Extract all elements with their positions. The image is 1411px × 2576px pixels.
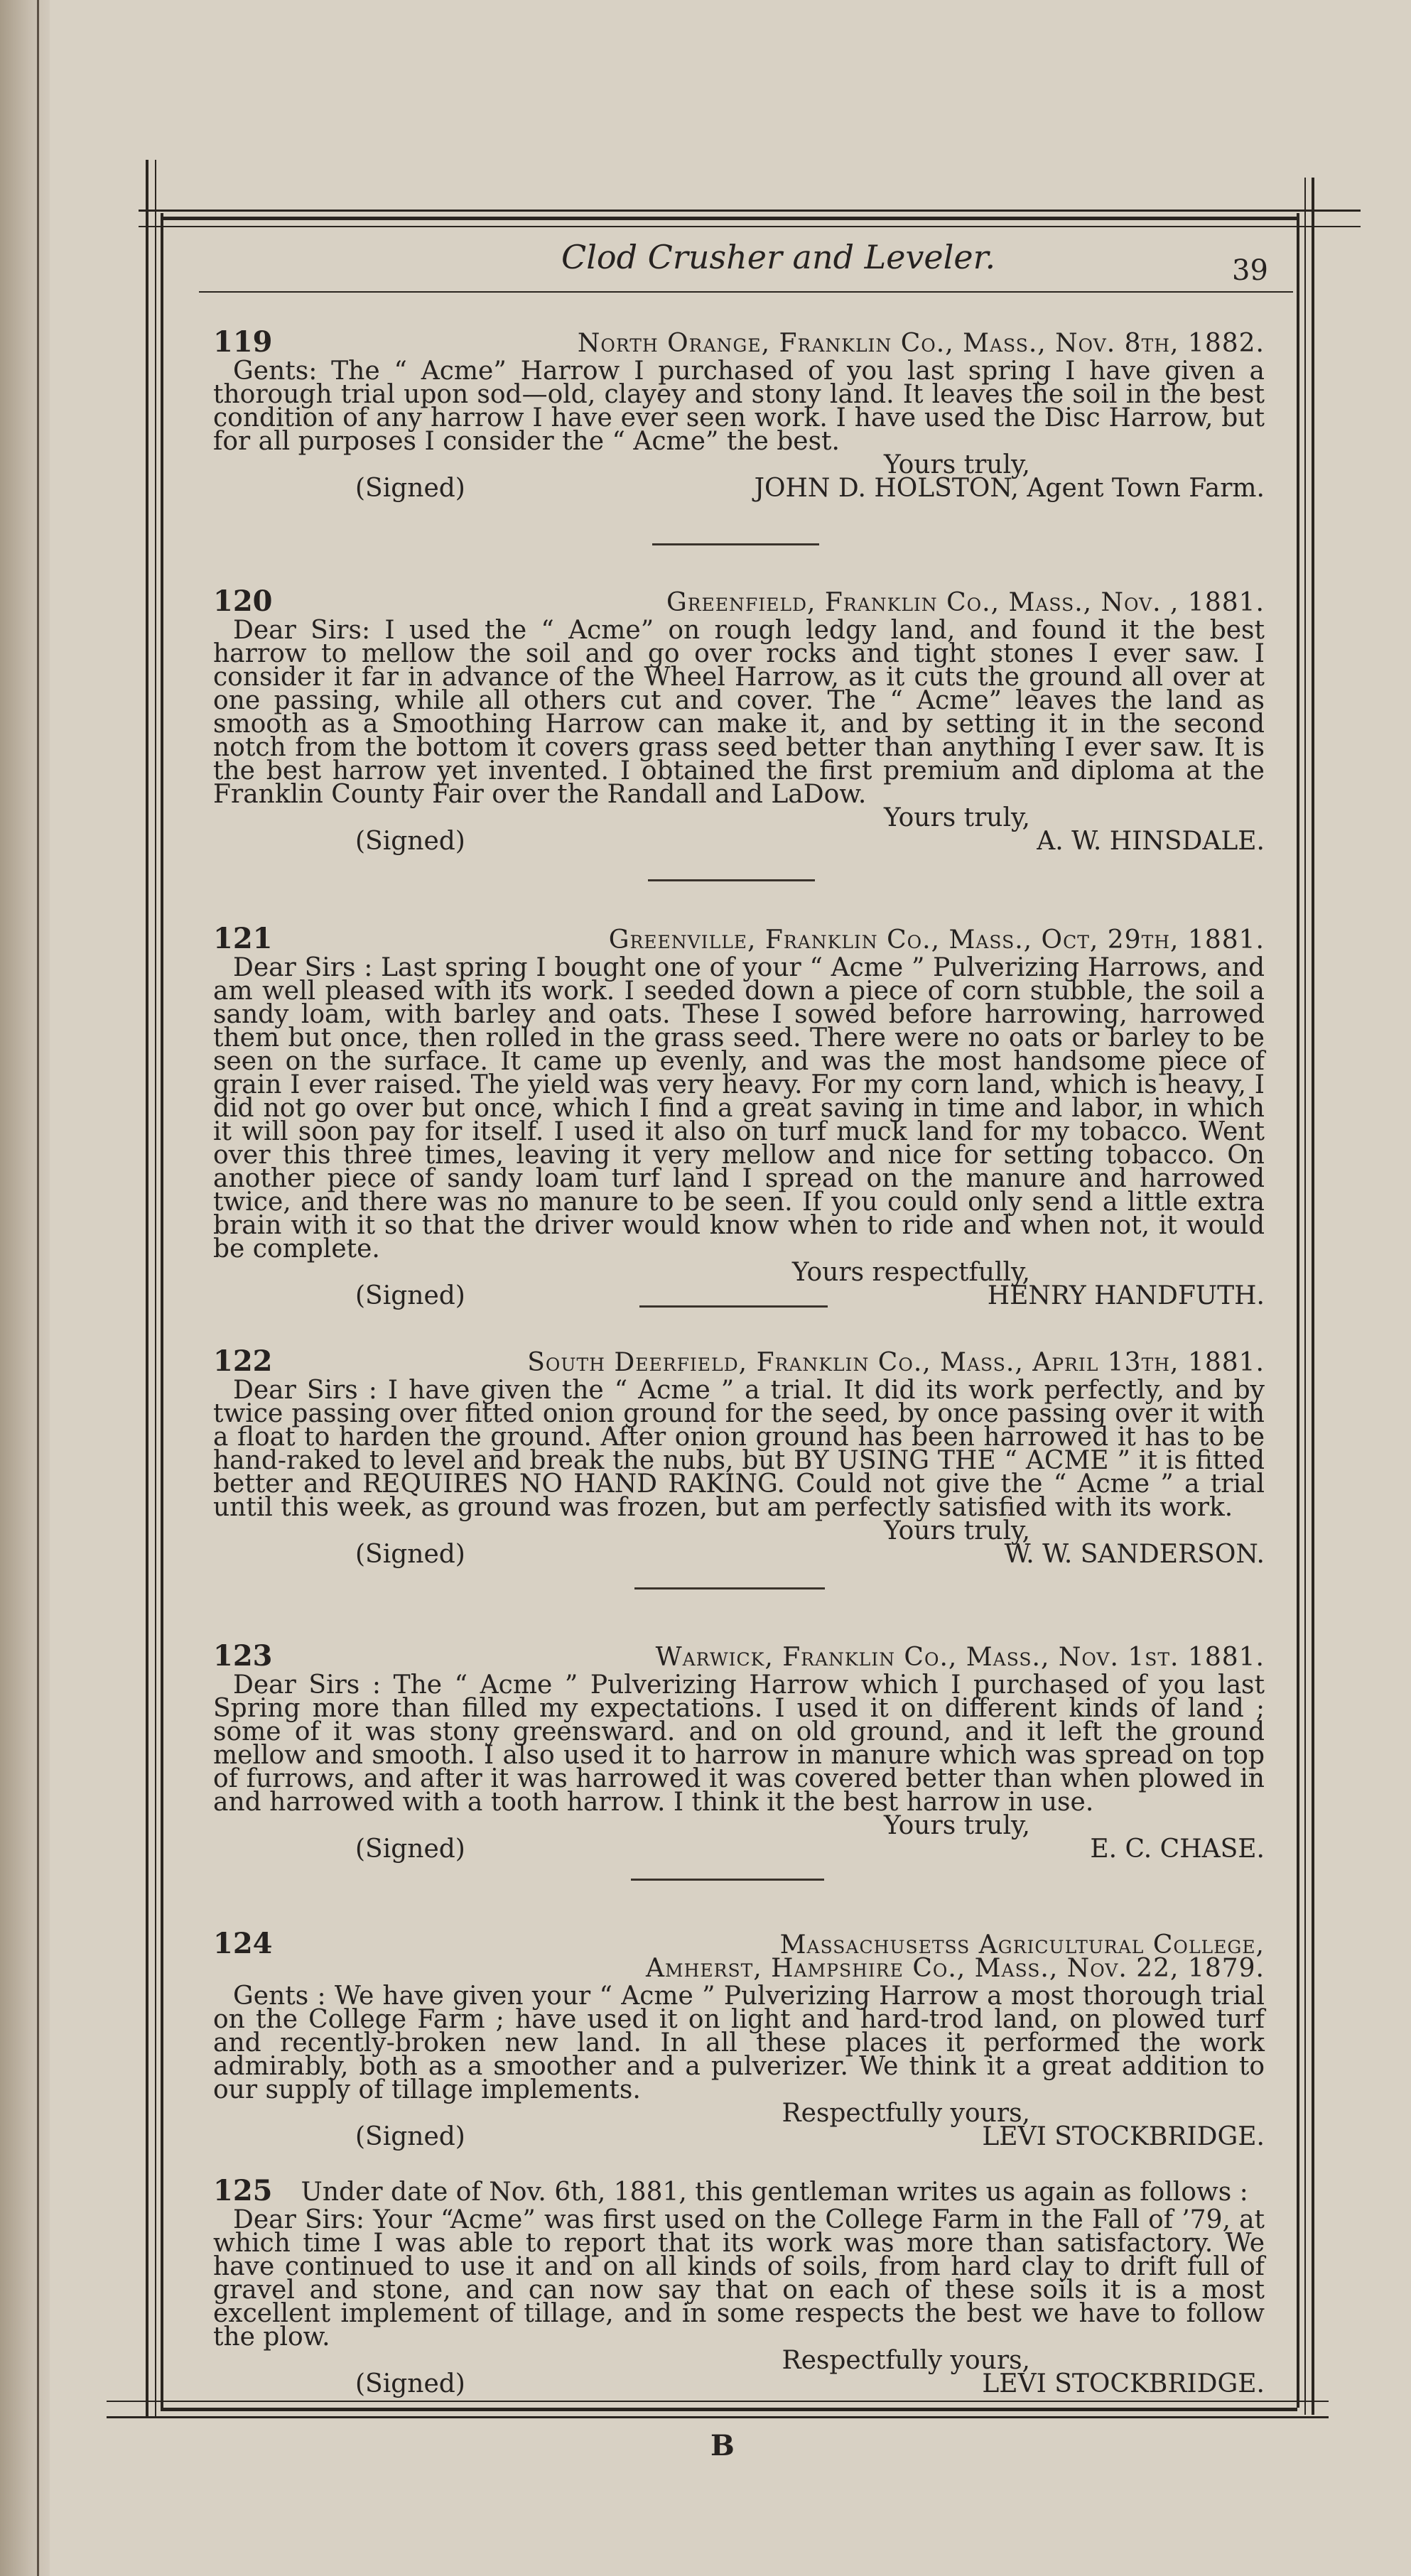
signer-name: JOHN D. HOLSTON, Agent Town Farm.: [754, 474, 1265, 503]
letter-124: [213, 1927, 1265, 2151]
signed-label: (Signed): [355, 1540, 465, 1569]
border-bottom-outer: [107, 2416, 1329, 2418]
letter-place: Greenville, Franklin Co., Mass., Oct, 29th, 1881.: [608, 925, 1265, 955]
letter-119: [213, 325, 1265, 503]
border-left-inner: [161, 213, 163, 2408]
running-title: Clod Crusher and Leveler.: [561, 238, 996, 276]
letter-intro: Under date of Nov. 6th, 1881, this gentleman writes us again as follows :: [301, 2178, 1248, 2207]
letter-122: [213, 1344, 1265, 1569]
letter-place: Warwick, Franklin Co., Mass., Nov. 1st. 1881.: [655, 1643, 1265, 1672]
letter-closing: Yours truly,: [884, 450, 1030, 479]
letter-body: Gents : We have given your “ Acme ” Pulverizing Harrow a most thorough trial on the College Farm ; have used it on light and hard-trod land, on plowed turf and recently-broken new land. In all these places it performed the work admirably, both as a smoother and a pulverizer. We think it a great addition to our supply of tillage implements.: [213, 1982, 1265, 2104]
signer-name: LEVI STOCKBRIDGE.: [982, 2369, 1265, 2398]
signer-name: A. W. HINSDALE.: [1037, 827, 1265, 856]
signed-label: (Signed): [355, 474, 465, 503]
border-top-thin: [139, 226, 1361, 227]
border-left-mid: [155, 160, 156, 2418]
border-left-outer: [146, 160, 148, 2418]
signed-label: (Signed): [355, 827, 465, 856]
separator-rule: [634, 1587, 825, 1589]
letter-125: [213, 2174, 1265, 2398]
letter-body: Dear Sirs : Last spring I bought one of your “ Acme ” Pulverizing Harrows, and am well pleased with its work. I seeded down a piece of corn stubble, the soil a sandy loam, with barley and oats. These I sowed before harrowing, harrowed them but once, then rolled in the grass seed. There were no oats or barley to be seen on the surface. It came up evenly, and was the most handsome piece of grain I ever raised. The yield was very heavy. For my corn land, which is heavy, I did not go over but once, which I find a great saving in time and labor, in which it will soon pay for itself. I used it also on turf muck land for my tobacco. Went over this three times, leaving it very mellow and nice for setting tobacco. On another piece of sandy loam turf land I spread on the manure and harrowed twice, and there was no manure to be seen. If you could only send a little extra brain with it so that the driver would know when to ride and when not, it would be complete.: [213, 953, 1265, 1263]
letter-closing: Yours truly,: [884, 1516, 1030, 1545]
letter-place: North Orange, Franklin Co., Mass., Nov. 8th, 1882.: [577, 329, 1265, 358]
letter-number: 123: [213, 1639, 273, 1673]
signer-name: E. C. CHASE.: [1090, 1835, 1265, 1864]
signature-mark: B: [710, 2429, 735, 2462]
letter-121: [213, 922, 1265, 1310]
signer-name: HENRY HANDFUTH.: [987, 1281, 1265, 1310]
border-top-outer: [139, 210, 1361, 212]
border-top-inner: [161, 217, 1297, 220]
letter-closing: Respectfully yours,: [782, 2346, 1030, 2375]
signed-label: (Signed): [355, 1281, 465, 1310]
page-number: 39: [1232, 254, 1268, 287]
separator-rule: [652, 543, 819, 545]
letter-closing: Yours truly,: [884, 803, 1030, 832]
binding-edge-line: [37, 0, 39, 2576]
signer-name: LEVI STOCKBRIDGE.: [982, 2122, 1265, 2151]
letter-number: 125: [213, 2174, 273, 2207]
letter-closing: Yours respectfully,: [791, 1258, 1030, 1287]
border-right-outer: [1312, 178, 1314, 2415]
letter-body: Gents: The “ Acme” Harrow I purchased of you last spring I have given a thorough trial upon sod—old, clayey and stony land. It leaves the soil in the best condition of any harrow I have ever seen work. I have used the Disc Harrow, but for all purposes I consider the “ Acme” the best.: [213, 357, 1265, 456]
border-right-inner: [1297, 213, 1299, 2408]
letter-number: 121: [213, 922, 273, 955]
letter-number: 122: [213, 1344, 273, 1378]
letter-120: [213, 585, 1265, 856]
separator-rule: [648, 879, 815, 881]
binding-gutter: [0, 0, 50, 2576]
separator-rule: [631, 1879, 824, 1881]
letter-body: Dear Sirs : The “ Acme ” Pulverizing Harrow which I purchased of you last Spring more than filled my expectations. I used it on different kinds of land ; some of it was stony greensward. and on old ground, and it left the ground mellow and smooth. I also used it to harrow in manure which was spread on top of furrows, and after it was harrowed it was covered better than when plowed in and harrowed with a tooth harrow. I think it the best harrow in use.: [213, 1670, 1265, 1817]
signed-label: (Signed): [355, 1835, 465, 1864]
letter-closing: Yours truly,: [884, 1811, 1030, 1840]
letter-place: Massachusetss Agricultural College,: [779, 1930, 1265, 1960]
signed-label: (Signed): [355, 2369, 465, 2398]
letter-body: Dear Sirs : I have given the “ Acme ” a trial. It did its work perfectly, and by twice passing over fitted onion ground for the seed, by once passing over it with a float to harden the ground. After onion ground has been harrowed it has to be hand-raked to level and break the nubs, but BY USING THE “ ACME ” it is fitted better and REQUIRES NO HAND RAKING. Could not give the “ Acme ” a trial until this week, as ground was frozen, but am perfectly satisfied with its work.: [213, 1376, 1265, 1522]
letter-number: 120: [213, 585, 273, 618]
letter-body: Dear Sirs: I used the “ Acme” on rough ledgy land, and found it the best harrow to mellow the soil and go over rocks and tight stones I ever saw. I consider it far in advance of the Wheel Harrow, as it cuts the ground all over at one passing, while all others cut and cover. The “ Acme” leaves the land as smooth as a Smoothing Harrow can make it, and by setting it in the second notch from the bottom it covers grass seed better than anything I ever saw. It is the best harrow yet invented. I obtained the first premium and diploma at the Franklin County Fair over the Randall and LaDow.: [213, 616, 1265, 809]
letter-number: 124: [213, 1927, 273, 1960]
signer-name: W. W. SANDERSON.: [1004, 1540, 1265, 1569]
signed-label: (Signed): [355, 2122, 465, 2151]
letter-place: Greenfield, Franklin Co., Mass., Nov. , 1881.: [666, 588, 1265, 617]
letter-place: South Deerfield, Franklin Co., Mass., April 13th, 1881.: [527, 1348, 1265, 1377]
border-right-mid: [1304, 178, 1306, 2415]
border-bottom-thin: [107, 2401, 1329, 2402]
letter-123: [213, 1639, 1265, 1864]
border-bottom-inner: [161, 2408, 1297, 2411]
letter-place-line-2: Amherst, Hampshire Co., Mass., Nov. 22, 1879.: [645, 1954, 1265, 1983]
letter-body: Dear Sirs: Your “Acme” was first used on the College Farm in the Fall of ’79, at which time I was able to report that its work was more than satisfactory. We have continued to use it and on all kinds of soils, from hard clay to drift full of gravel and stone, and can now say that on each of these soils it is a most excellent implement of tillage, and in some respects the best we have to follow the plow.: [213, 2205, 1265, 2352]
header-rule: [199, 291, 1293, 293]
separator-rule: [639, 1305, 828, 1308]
letter-number: 119: [213, 325, 273, 359]
letter-closing: Respectfully yours,: [782, 2099, 1030, 2128]
